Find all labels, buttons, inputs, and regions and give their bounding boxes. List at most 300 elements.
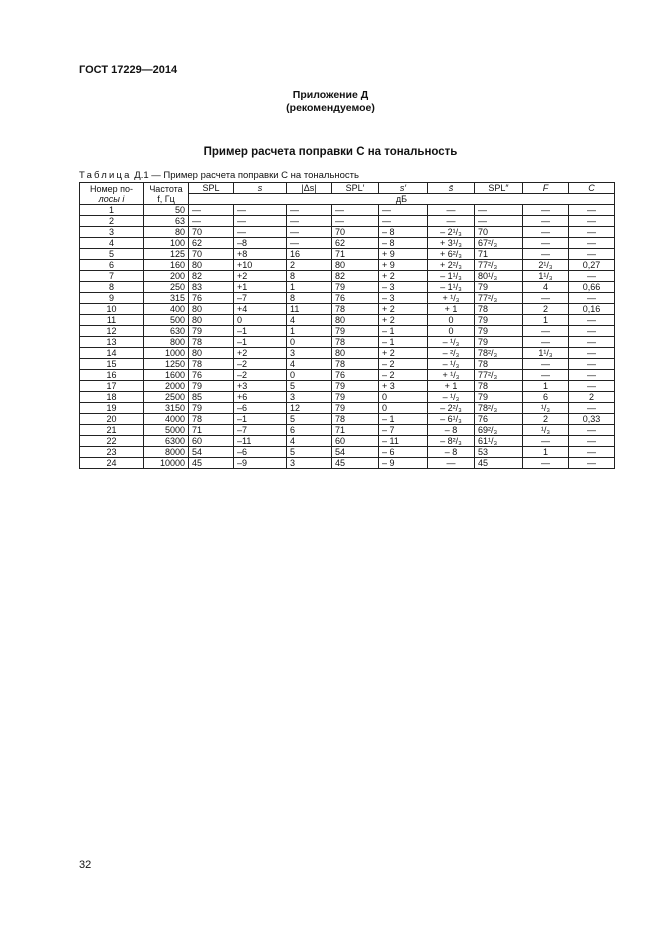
cell-delta-s: 2: [287, 260, 332, 271]
cell-s: 0: [234, 315, 287, 326]
cell-s-bar: – ¹/₃: [428, 359, 475, 370]
cell-delta-s: —: [287, 205, 332, 216]
cell-s: —: [234, 216, 287, 227]
cell-c: —: [569, 205, 615, 216]
cell-s-prime: + 2: [379, 315, 428, 326]
cell-spl: —: [189, 216, 234, 227]
cell-c: —: [569, 458, 615, 469]
cell-frequency: 50: [144, 205, 189, 216]
cell-f: 1: [523, 447, 569, 458]
cell-frequency: 10000: [144, 458, 189, 469]
cell-s-prime: – 9: [379, 458, 428, 469]
cell-band-number: 22: [80, 436, 144, 447]
cell-spl: 78: [189, 414, 234, 425]
table-caption: [79, 170, 359, 181]
cell-spl-double-prime: 77²/₃: [475, 293, 523, 304]
cell-f: 1: [523, 315, 569, 326]
cell-s: +8: [234, 249, 287, 260]
appendix-subtitle: (рекомендуемое): [286, 102, 375, 114]
cell-s-bar: 0: [428, 315, 475, 326]
cell-spl-double-prime: 79: [475, 392, 523, 403]
cell-spl-prime: 76: [332, 370, 379, 381]
cell-spl-double-prime: 79: [475, 315, 523, 326]
cell-spl-double-prime: 69²/₃: [475, 425, 523, 436]
cell-spl-prime: 79: [332, 381, 379, 392]
table-row: [80, 403, 615, 414]
table-row: [80, 304, 615, 315]
cell-c: —: [569, 381, 615, 392]
cell-f: 2: [523, 304, 569, 315]
cell-s-prime: – 6: [379, 447, 428, 458]
cell-spl-double-prime: 78: [475, 359, 523, 370]
cell-f: —: [523, 205, 569, 216]
cell-spl-prime: 79: [332, 326, 379, 337]
cell-band-number: 13: [80, 337, 144, 348]
cell-c: —: [569, 425, 615, 436]
table-caption-label: Таблица: [79, 170, 132, 181]
cell-band-number: 7: [80, 271, 144, 282]
cell-f: ¹/₃: [523, 425, 569, 436]
cell-delta-s: 0: [287, 370, 332, 381]
cell-s-prime: – 1: [379, 337, 428, 348]
cell-band-number: 9: [80, 293, 144, 304]
cell-band-number: 1: [80, 205, 144, 216]
header-spl-prime: SPL′: [332, 183, 379, 194]
cell-s: –1: [234, 326, 287, 337]
cell-s-bar: – 2²/₃: [428, 403, 475, 414]
cell-c: 2: [569, 392, 615, 403]
cell-s: +10: [234, 260, 287, 271]
cell-frequency: 4000: [144, 414, 189, 425]
cell-spl-prime: 80: [332, 260, 379, 271]
cell-s-bar: – 6¹/₃: [428, 414, 475, 425]
cell-s: +2: [234, 348, 287, 359]
cell-spl: 54: [189, 447, 234, 458]
cell-f: 1¹/₃: [523, 348, 569, 359]
cell-s-prime: + 2: [379, 348, 428, 359]
cell-spl: 78: [189, 359, 234, 370]
appendix-heading: [0, 89, 661, 115]
cell-s-prime: – 8: [379, 238, 428, 249]
cell-frequency: 250: [144, 282, 189, 293]
cell-spl-prime: 78: [332, 359, 379, 370]
cell-spl-double-prime: 77²/₃: [475, 260, 523, 271]
cell-c: —: [569, 271, 615, 282]
cell-s-bar: 0: [428, 326, 475, 337]
cell-band-number: 20: [80, 414, 144, 425]
header-c: C: [569, 183, 615, 194]
cell-frequency: 100: [144, 238, 189, 249]
cell-spl-double-prime: 79: [475, 282, 523, 293]
cell-spl: 79: [189, 381, 234, 392]
cell-c: —: [569, 315, 615, 326]
cell-s-prime: + 9: [379, 260, 428, 271]
cell-spl-prime: 76: [332, 293, 379, 304]
cell-spl: 79: [189, 403, 234, 414]
cell-delta-s: 8: [287, 271, 332, 282]
cell-spl-prime: 62: [332, 238, 379, 249]
header-band-line2: лосы i: [98, 193, 125, 204]
cell-s-bar: + 1: [428, 381, 475, 392]
cell-f: 2¹/₃: [523, 260, 569, 271]
cell-spl: 82: [189, 271, 234, 282]
cell-s: –7: [234, 425, 287, 436]
cell-spl: 70: [189, 227, 234, 238]
table-row: [80, 271, 615, 282]
header-s: s: [234, 183, 287, 194]
cell-band-number: 18: [80, 392, 144, 403]
header-band-number: [80, 183, 144, 205]
cell-spl-prime: 78: [332, 414, 379, 425]
cell-s: –1: [234, 337, 287, 348]
cell-s: –11: [234, 436, 287, 447]
cell-c: 0,16: [569, 304, 615, 315]
cell-spl-prime: 78: [332, 337, 379, 348]
cell-spl-double-prime: 78²/₃: [475, 403, 523, 414]
cell-c: 0,66: [569, 282, 615, 293]
cell-spl: 71: [189, 425, 234, 436]
cell-spl: 83: [189, 282, 234, 293]
cell-spl-double-prime: 45: [475, 458, 523, 469]
cell-s-bar: – 1¹/₃: [428, 271, 475, 282]
cell-spl-double-prime: 78: [475, 304, 523, 315]
cell-s: –6: [234, 403, 287, 414]
document-code: ГОСТ 17229—2014: [79, 64, 178, 76]
cell-band-number: 24: [80, 458, 144, 469]
cell-f: 1: [523, 381, 569, 392]
table-row: [80, 381, 615, 392]
cell-spl-prime: 80: [332, 348, 379, 359]
cell-delta-s: 8: [287, 293, 332, 304]
header-s-bar: s̄: [428, 183, 475, 194]
table-row: [80, 326, 615, 337]
cell-s: –9: [234, 458, 287, 469]
cell-frequency: 1250: [144, 359, 189, 370]
cell-spl-double-prime: 67²/₃: [475, 238, 523, 249]
cell-spl: 78: [189, 337, 234, 348]
cell-spl: 60: [189, 436, 234, 447]
cell-s-prime: – 1: [379, 326, 428, 337]
cell-frequency: 2000: [144, 381, 189, 392]
cell-spl-double-prime: 76: [475, 414, 523, 425]
header-frequency: [144, 183, 189, 205]
table-row: [80, 447, 615, 458]
cell-band-number: 17: [80, 381, 144, 392]
cell-f: —: [523, 227, 569, 238]
cell-frequency: 63: [144, 216, 189, 227]
cell-c: —: [569, 238, 615, 249]
cell-spl: 80: [189, 315, 234, 326]
cell-band-number: 19: [80, 403, 144, 414]
cell-s-prime: – 8: [379, 227, 428, 238]
cell-s-bar: – 8: [428, 447, 475, 458]
table-row: [80, 337, 615, 348]
table-row: [80, 348, 615, 359]
table-row: [80, 216, 615, 227]
cell-s: +3: [234, 381, 287, 392]
cell-delta-s: 1: [287, 282, 332, 293]
cell-s: —: [234, 205, 287, 216]
header-delta-s: |Δs|: [287, 183, 332, 194]
cell-band-number: 11: [80, 315, 144, 326]
cell-s-prime: + 3: [379, 381, 428, 392]
cell-delta-s: 4: [287, 436, 332, 447]
cell-frequency: 400: [144, 304, 189, 315]
cell-s-bar: – 8: [428, 425, 475, 436]
table-row: [80, 249, 615, 260]
cell-f: 1¹/₃: [523, 271, 569, 282]
cell-spl-prime: 70: [332, 227, 379, 238]
cell-spl-double-prime: —: [475, 205, 523, 216]
cell-c: 0,27: [569, 260, 615, 271]
cell-s-prime: 0: [379, 392, 428, 403]
cell-s-bar: —: [428, 205, 475, 216]
cell-f: 4: [523, 282, 569, 293]
cell-frequency: 200: [144, 271, 189, 282]
cell-frequency: 630: [144, 326, 189, 337]
cell-frequency: 125: [144, 249, 189, 260]
cell-delta-s: 11: [287, 304, 332, 315]
cell-delta-s: 5: [287, 414, 332, 425]
cell-spl: 76: [189, 370, 234, 381]
cell-spl: 80: [189, 304, 234, 315]
cell-f: —: [523, 326, 569, 337]
header-band-line1: Номер по-: [89, 183, 134, 194]
cell-c: —: [569, 348, 615, 359]
cell-spl: 76: [189, 293, 234, 304]
cell-s-bar: + 3¹/₃: [428, 238, 475, 249]
cell-s-prime: – 7: [379, 425, 428, 436]
cell-frequency: 500: [144, 315, 189, 326]
cell-spl-double-prime: —: [475, 216, 523, 227]
cell-spl: 80: [189, 348, 234, 359]
cell-s-prime: – 3: [379, 282, 428, 293]
cell-s-bar: + ¹/₃: [428, 293, 475, 304]
cell-s-bar: —: [428, 216, 475, 227]
cell-delta-s: 6: [287, 425, 332, 436]
cell-delta-s: 5: [287, 447, 332, 458]
appendix-title: Приложение Д: [292, 89, 369, 101]
cell-spl-prime: —: [332, 205, 379, 216]
section-title: Пример расчета поправки С на тональность: [203, 146, 458, 158]
table-row: [80, 238, 615, 249]
cell-s-prime: – 3: [379, 293, 428, 304]
cell-delta-s: 3: [287, 392, 332, 403]
cell-s: +6: [234, 392, 287, 403]
cell-s: +4: [234, 304, 287, 315]
cell-f: —: [523, 359, 569, 370]
cell-delta-s: 1: [287, 326, 332, 337]
cell-frequency: 8000: [144, 447, 189, 458]
cell-c: —: [569, 326, 615, 337]
cell-spl-double-prime: 79: [475, 326, 523, 337]
table-row: [80, 315, 615, 326]
cell-s-bar: – ²/₃: [428, 348, 475, 359]
cell-frequency: 1600: [144, 370, 189, 381]
cell-f: ¹/₃: [523, 403, 569, 414]
cell-f: —: [523, 436, 569, 447]
table-row: [80, 205, 615, 216]
table-row: [80, 370, 615, 381]
cell-c: —: [569, 216, 615, 227]
cell-f: —: [523, 370, 569, 381]
cell-spl-prime: 79: [332, 282, 379, 293]
cell-s: –2: [234, 359, 287, 370]
cell-s-prime: + 2: [379, 304, 428, 315]
cell-s-prime: + 9: [379, 249, 428, 260]
cell-frequency: 1000: [144, 348, 189, 359]
cell-band-number: 3: [80, 227, 144, 238]
cell-frequency: 80: [144, 227, 189, 238]
cell-f: —: [523, 293, 569, 304]
cell-frequency: 5000: [144, 425, 189, 436]
header-s-prime: s′: [379, 183, 428, 194]
cell-spl: 70: [189, 249, 234, 260]
cell-band-number: 5: [80, 249, 144, 260]
cell-frequency: 2500: [144, 392, 189, 403]
table-body: [80, 205, 615, 469]
cell-s-prime: – 2: [379, 370, 428, 381]
cell-s-prime: – 2: [379, 359, 428, 370]
cell-s: +1: [234, 282, 287, 293]
cell-delta-s: 12: [287, 403, 332, 414]
cell-s-prime: + 2: [379, 271, 428, 282]
cell-spl-double-prime: 78²/₃: [475, 348, 523, 359]
cell-frequency: 315: [144, 293, 189, 304]
header-unit-db: дБ: [189, 194, 615, 205]
header-f: F: [523, 183, 569, 194]
cell-spl-double-prime: 79: [475, 337, 523, 348]
cell-s-bar: – ¹/₃: [428, 392, 475, 403]
header-frequency-line1: Частота: [149, 183, 183, 194]
cell-band-number: 21: [80, 425, 144, 436]
cell-c: —: [569, 227, 615, 238]
cell-c: —: [569, 447, 615, 458]
cell-spl-double-prime: 71: [475, 249, 523, 260]
cell-band-number: 15: [80, 359, 144, 370]
cell-delta-s: 16: [287, 249, 332, 260]
cell-band-number: 8: [80, 282, 144, 293]
cell-s-prime: – 11: [379, 436, 428, 447]
cell-s-bar: – 2¹/₃: [428, 227, 475, 238]
cell-c: 0,33: [569, 414, 615, 425]
cell-band-number: 6: [80, 260, 144, 271]
table-row: [80, 458, 615, 469]
cell-spl: 79: [189, 326, 234, 337]
cell-c: —: [569, 370, 615, 381]
cell-f: —: [523, 249, 569, 260]
cell-spl-double-prime: 78: [475, 381, 523, 392]
cell-band-number: 12: [80, 326, 144, 337]
cell-spl-double-prime: 53: [475, 447, 523, 458]
cell-delta-s: 5: [287, 381, 332, 392]
cell-spl-prime: 79: [332, 403, 379, 414]
cell-delta-s: 3: [287, 348, 332, 359]
cell-band-number: 2: [80, 216, 144, 227]
header-spl-double-prime: SPL″: [475, 183, 523, 194]
cell-spl-double-prime: 70: [475, 227, 523, 238]
table-row: [80, 282, 615, 293]
cell-delta-s: 4: [287, 315, 332, 326]
cell-spl-prime: 60: [332, 436, 379, 447]
cell-spl-double-prime: 80¹/₃: [475, 271, 523, 282]
cell-s: +2: [234, 271, 287, 282]
cell-frequency: 800: [144, 337, 189, 348]
header-spl: SPL: [189, 183, 234, 194]
cell-s-bar: + 6²/₃: [428, 249, 475, 260]
cell-s-bar: —: [428, 458, 475, 469]
cell-s-prime: —: [379, 216, 428, 227]
cell-s: —: [234, 227, 287, 238]
cell-spl-prime: 71: [332, 249, 379, 260]
cell-s: –2: [234, 370, 287, 381]
cell-spl-prime: 45: [332, 458, 379, 469]
cell-band-number: 16: [80, 370, 144, 381]
cell-f: —: [523, 458, 569, 469]
page-number: 32: [79, 859, 92, 871]
table-row: [80, 260, 615, 271]
cell-f: 6: [523, 392, 569, 403]
cell-c: —: [569, 293, 615, 304]
header-frequency-line2: f, Гц: [157, 193, 175, 204]
table-row: [80, 293, 615, 304]
cell-f: 2: [523, 414, 569, 425]
cell-band-number: 4: [80, 238, 144, 249]
cell-delta-s: —: [287, 227, 332, 238]
cell-spl-prime: 71: [332, 425, 379, 436]
cell-spl-prime: 79: [332, 392, 379, 403]
cell-s: –8: [234, 238, 287, 249]
cell-frequency: 160: [144, 260, 189, 271]
cell-s-bar: + 2²/₃: [428, 260, 475, 271]
table-row: [80, 392, 615, 403]
cell-spl: 45: [189, 458, 234, 469]
cell-s-bar: – 8²/₃: [428, 436, 475, 447]
cell-spl: —: [189, 205, 234, 216]
tonality-correction-table: [79, 182, 615, 469]
cell-f: —: [523, 337, 569, 348]
cell-spl-prime: 54: [332, 447, 379, 458]
cell-c: —: [569, 403, 615, 414]
cell-band-number: 14: [80, 348, 144, 359]
cell-c: —: [569, 337, 615, 348]
table-row: [80, 436, 615, 447]
cell-band-number: 23: [80, 447, 144, 458]
cell-f: —: [523, 216, 569, 227]
cell-s-bar: + ¹/₃: [428, 370, 475, 381]
table-row: [80, 227, 615, 238]
cell-c: —: [569, 359, 615, 370]
cell-delta-s: 4: [287, 359, 332, 370]
table-caption-text: Д.1 — Пример расчета поправки С на тональность: [131, 170, 359, 181]
cell-s-prime: —: [379, 205, 428, 216]
cell-band-number: 10: [80, 304, 144, 315]
cell-frequency: 6300: [144, 436, 189, 447]
cell-spl-prime: 78: [332, 304, 379, 315]
cell-s: –1: [234, 414, 287, 425]
cell-spl-prime: 82: [332, 271, 379, 282]
cell-delta-s: 0: [287, 337, 332, 348]
cell-s-prime: 0: [379, 403, 428, 414]
table-row: [80, 425, 615, 436]
cell-s-bar: + 1: [428, 304, 475, 315]
cell-delta-s: —: [287, 238, 332, 249]
cell-s: –6: [234, 447, 287, 458]
cell-spl: 62: [189, 238, 234, 249]
cell-spl-prime: —: [332, 216, 379, 227]
cell-spl-double-prime: 61¹/₃: [475, 436, 523, 447]
cell-spl: 85: [189, 392, 234, 403]
